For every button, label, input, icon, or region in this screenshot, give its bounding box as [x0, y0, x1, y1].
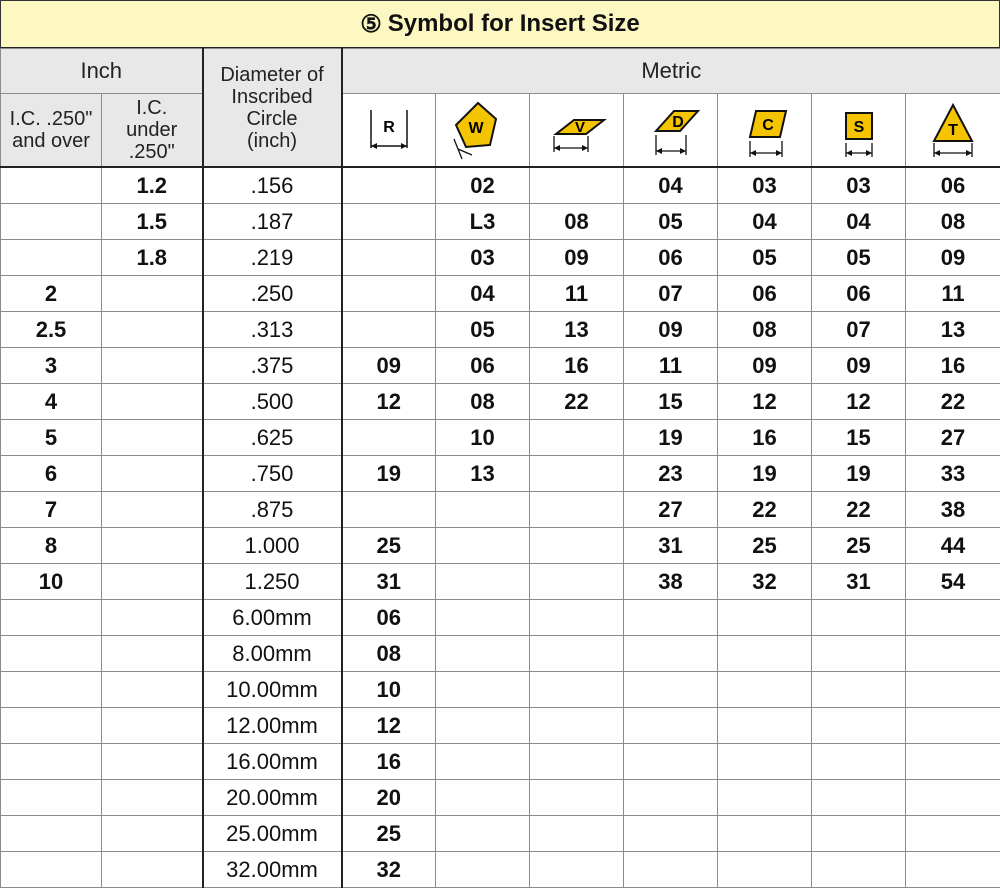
cell-w: 04: [436, 276, 530, 312]
cell-s: 03: [812, 167, 906, 204]
cell-s: 22: [812, 492, 906, 528]
cell-c: 08: [718, 312, 812, 348]
cell-dia: .750: [203, 456, 342, 492]
cell-t: [906, 744, 1000, 780]
table-row: [1, 456, 1000, 492]
cell-c: 19: [718, 456, 812, 492]
cell-t: 38: [906, 492, 1000, 528]
cell-t: [906, 780, 1000, 816]
cell-d: 05: [624, 204, 718, 240]
title-number: ⑤: [360, 10, 382, 39]
shape-letter: C: [762, 117, 774, 134]
cell-t: 06: [906, 167, 1000, 204]
cell-c: 22: [718, 492, 812, 528]
cell-w: 02: [436, 167, 530, 204]
cell-over: [1, 708, 102, 744]
cell-dia: .187: [203, 204, 342, 240]
cell-dia: 1.250: [203, 564, 342, 600]
cell-v: [530, 167, 624, 204]
rhombus-80-icon: [718, 94, 812, 168]
cell-under: [102, 564, 203, 600]
shape-letter: D: [672, 114, 684, 131]
cell-s: [812, 636, 906, 672]
insert-size-table: [0, 48, 1000, 888]
cell-s: [812, 816, 906, 852]
cell-c: [718, 780, 812, 816]
cell-under: [102, 672, 203, 708]
cell-r: 25: [342, 528, 436, 564]
table-row: [1, 528, 1000, 564]
cell-d: [624, 636, 718, 672]
cell-under: [102, 312, 203, 348]
cell-over: 5: [1, 420, 102, 456]
cell-r: 08: [342, 636, 436, 672]
table-row: [1, 420, 1000, 456]
cell-v: [530, 816, 624, 852]
inch-over-line: I.C. .250": [10, 108, 93, 130]
cell-v: 13: [530, 312, 624, 348]
cell-t: 44: [906, 528, 1000, 564]
cell-t: [906, 636, 1000, 672]
cell-w: [436, 492, 530, 528]
cell-t: [906, 600, 1000, 636]
cell-w: [436, 816, 530, 852]
cell-w: [436, 852, 530, 888]
cell-w: L3: [436, 204, 530, 240]
cell-over: [1, 672, 102, 708]
cell-t: 09: [906, 240, 1000, 276]
cell-under: [102, 492, 203, 528]
cell-dia: 20.00mm: [203, 780, 342, 816]
cell-under: [102, 708, 203, 744]
rhombus-55-icon: [624, 94, 718, 168]
cell-under: [102, 276, 203, 312]
cell-t: [906, 708, 1000, 744]
cell-over: 3: [1, 348, 102, 384]
table-row: [1, 780, 1000, 816]
cell-under: [102, 384, 203, 420]
cell-v: 11: [530, 276, 624, 312]
cell-v: [530, 672, 624, 708]
cell-s: 15: [812, 420, 906, 456]
diameter-header-line: Diameter of: [220, 64, 323, 86]
cell-d: [624, 672, 718, 708]
cell-v: [530, 708, 624, 744]
cell-r: 31: [342, 564, 436, 600]
cell-dia: .219: [203, 240, 342, 276]
cell-v: 09: [530, 240, 624, 276]
table-row: [1, 636, 1000, 672]
table-row: [1, 564, 1000, 600]
cell-under: 1.2: [102, 167, 203, 204]
cell-s: [812, 600, 906, 636]
cell-w: [436, 528, 530, 564]
cell-v: 16: [530, 348, 624, 384]
cell-s: [812, 672, 906, 708]
shape-letter: T: [948, 122, 958, 139]
diameter-header-line: (inch): [247, 130, 297, 152]
cell-s: 09: [812, 348, 906, 384]
cell-over: 8: [1, 528, 102, 564]
cell-over: 10: [1, 564, 102, 600]
cell-r: 12: [342, 384, 436, 420]
cell-r: 12: [342, 708, 436, 744]
title-text: Symbol for Insert Size: [388, 10, 640, 38]
cell-s: [812, 708, 906, 744]
cell-c: 05: [718, 240, 812, 276]
cell-r: [342, 240, 436, 276]
table-row: [1, 816, 1000, 852]
cell-dia: 1.000: [203, 528, 342, 564]
cell-c: [718, 600, 812, 636]
cell-over: [1, 167, 102, 204]
cell-t: 11: [906, 276, 1000, 312]
cell-over: [1, 204, 102, 240]
cell-d: 31: [624, 528, 718, 564]
cell-c: [718, 852, 812, 888]
cell-v: [530, 528, 624, 564]
inch-over-line: and over: [12, 130, 90, 152]
cell-under: [102, 456, 203, 492]
cell-s: 06: [812, 276, 906, 312]
table-row: [1, 204, 1000, 240]
cell-s: 04: [812, 204, 906, 240]
cell-v: [530, 600, 624, 636]
cell-d: 06: [624, 240, 718, 276]
cell-dia: .500: [203, 384, 342, 420]
cell-over: [1, 240, 102, 276]
cell-under: [102, 528, 203, 564]
cell-c: 25: [718, 528, 812, 564]
inch-under-header: [102, 94, 203, 168]
cell-v: [530, 564, 624, 600]
table-row: [1, 348, 1000, 384]
cell-r: [342, 167, 436, 204]
cell-c: [718, 816, 812, 852]
cell-under: [102, 744, 203, 780]
cell-r: 32: [342, 852, 436, 888]
cell-over: [1, 636, 102, 672]
cell-v: [530, 456, 624, 492]
cell-over: 2.5: [1, 312, 102, 348]
cell-under: [102, 636, 203, 672]
table-title: [0, 0, 1000, 49]
cell-over: 6: [1, 456, 102, 492]
cell-w: 03: [436, 240, 530, 276]
cell-w: [436, 744, 530, 780]
shape-letter: S: [853, 119, 864, 136]
cell-c: 04: [718, 204, 812, 240]
cell-d: 38: [624, 564, 718, 600]
cell-d: 27: [624, 492, 718, 528]
cell-t: 27: [906, 420, 1000, 456]
cell-s: 19: [812, 456, 906, 492]
cell-t: 22: [906, 384, 1000, 420]
shape-letter: R: [383, 119, 395, 136]
cell-c: 16: [718, 420, 812, 456]
cell-s: [812, 780, 906, 816]
cell-r: 20: [342, 780, 436, 816]
metric-header: Metric: [342, 49, 1000, 94]
table-row: [1, 492, 1000, 528]
cell-c: 03: [718, 167, 812, 204]
cell-s: 05: [812, 240, 906, 276]
cell-v: [530, 636, 624, 672]
cell-r: [342, 204, 436, 240]
cell-d: 23: [624, 456, 718, 492]
cell-under: [102, 816, 203, 852]
cell-v: [530, 420, 624, 456]
cell-d: [624, 780, 718, 816]
table-row: [1, 312, 1000, 348]
cell-w: [436, 708, 530, 744]
inch-over-header: [1, 94, 102, 168]
cell-over: [1, 744, 102, 780]
cell-under: 1.5: [102, 204, 203, 240]
table-row: [1, 708, 1000, 744]
cell-w: [436, 600, 530, 636]
table-row: [1, 744, 1000, 780]
cell-d: 11: [624, 348, 718, 384]
cell-w: 13: [436, 456, 530, 492]
cell-d: 15: [624, 384, 718, 420]
cell-t: 13: [906, 312, 1000, 348]
table-row: [1, 672, 1000, 708]
cell-s: 07: [812, 312, 906, 348]
table-row: [1, 852, 1000, 888]
cell-c: 32: [718, 564, 812, 600]
cell-dia: 12.00mm: [203, 708, 342, 744]
cell-under: [102, 600, 203, 636]
cell-d: 04: [624, 167, 718, 204]
cell-t: [906, 672, 1000, 708]
cell-dia: 10.00mm: [203, 672, 342, 708]
table-body: [1, 167, 1000, 888]
cell-t: [906, 852, 1000, 888]
cell-dia: .250: [203, 276, 342, 312]
cell-w: 10: [436, 420, 530, 456]
cell-r: 16: [342, 744, 436, 780]
cell-over: 2: [1, 276, 102, 312]
diameter-header: [203, 49, 342, 168]
cell-over: [1, 852, 102, 888]
diameter-header-line: Circle: [246, 108, 297, 130]
cell-dia: 8.00mm: [203, 636, 342, 672]
cell-over: 7: [1, 492, 102, 528]
inch-under-line: I.C.: [136, 97, 167, 119]
cell-w: 05: [436, 312, 530, 348]
cell-w: [436, 636, 530, 672]
cell-under: [102, 348, 203, 384]
cell-dia: .875: [203, 492, 342, 528]
table-row: [1, 384, 1000, 420]
trigon-icon: [436, 94, 530, 168]
table-row: [1, 600, 1000, 636]
shape-letter: V: [574, 119, 584, 136]
cell-w: 06: [436, 348, 530, 384]
cell-dia: .625: [203, 420, 342, 456]
cell-under: [102, 420, 203, 456]
rhombus-35-icon: [530, 94, 624, 168]
inch-under-line: .250": [129, 141, 175, 163]
cell-c: 12: [718, 384, 812, 420]
cell-t: [906, 816, 1000, 852]
cell-dia: 32.00mm: [203, 852, 342, 888]
inch-header: Inch: [1, 49, 203, 94]
inch-under-line: under: [126, 119, 177, 141]
triangle-icon: [906, 94, 1000, 168]
cell-s: [812, 852, 906, 888]
cell-v: [530, 780, 624, 816]
cell-c: [718, 672, 812, 708]
cell-d: [624, 816, 718, 852]
cell-dia: 25.00mm: [203, 816, 342, 852]
cell-over: [1, 600, 102, 636]
cell-d: [624, 744, 718, 780]
cell-dia: .375: [203, 348, 342, 384]
cell-r: 09: [342, 348, 436, 384]
cell-r: 25: [342, 816, 436, 852]
cell-r: 10: [342, 672, 436, 708]
cell-d: 09: [624, 312, 718, 348]
round-icon: [342, 94, 436, 168]
cell-dia: .156: [203, 167, 342, 204]
cell-over: [1, 780, 102, 816]
cell-c: 09: [718, 348, 812, 384]
table-row: [1, 276, 1000, 312]
cell-d: [624, 708, 718, 744]
cell-w: [436, 780, 530, 816]
cell-s: [812, 744, 906, 780]
table-row: [1, 167, 1000, 204]
shape-letter: W: [468, 120, 484, 137]
cell-under: [102, 780, 203, 816]
cell-s: 31: [812, 564, 906, 600]
cell-c: 06: [718, 276, 812, 312]
cell-under: 1.8: [102, 240, 203, 276]
cell-dia: 16.00mm: [203, 744, 342, 780]
cell-r: [342, 312, 436, 348]
cell-w: [436, 564, 530, 600]
cell-t: 08: [906, 204, 1000, 240]
cell-v: [530, 492, 624, 528]
cell-over: [1, 816, 102, 852]
cell-v: [530, 744, 624, 780]
cell-r: [342, 420, 436, 456]
cell-v: [530, 852, 624, 888]
cell-dia: 6.00mm: [203, 600, 342, 636]
cell-d: [624, 600, 718, 636]
cell-c: [718, 708, 812, 744]
square-icon: [812, 94, 906, 168]
cell-r: [342, 492, 436, 528]
cell-c: [718, 744, 812, 780]
cell-r: 19: [342, 456, 436, 492]
cell-r: 06: [342, 600, 436, 636]
cell-v: 22: [530, 384, 624, 420]
table-row: [1, 240, 1000, 276]
cell-dia: .313: [203, 312, 342, 348]
cell-d: [624, 852, 718, 888]
cell-w: [436, 672, 530, 708]
cell-d: 19: [624, 420, 718, 456]
diameter-header-line: Inscribed: [231, 86, 312, 108]
cell-t: 16: [906, 348, 1000, 384]
cell-s: 12: [812, 384, 906, 420]
cell-r: [342, 276, 436, 312]
cell-v: 08: [530, 204, 624, 240]
cell-s: 25: [812, 528, 906, 564]
cell-c: [718, 636, 812, 672]
cell-t: 54: [906, 564, 1000, 600]
cell-under: [102, 852, 203, 888]
cell-w: 08: [436, 384, 530, 420]
cell-over: 4: [1, 384, 102, 420]
cell-t: 33: [906, 456, 1000, 492]
cell-d: 07: [624, 276, 718, 312]
